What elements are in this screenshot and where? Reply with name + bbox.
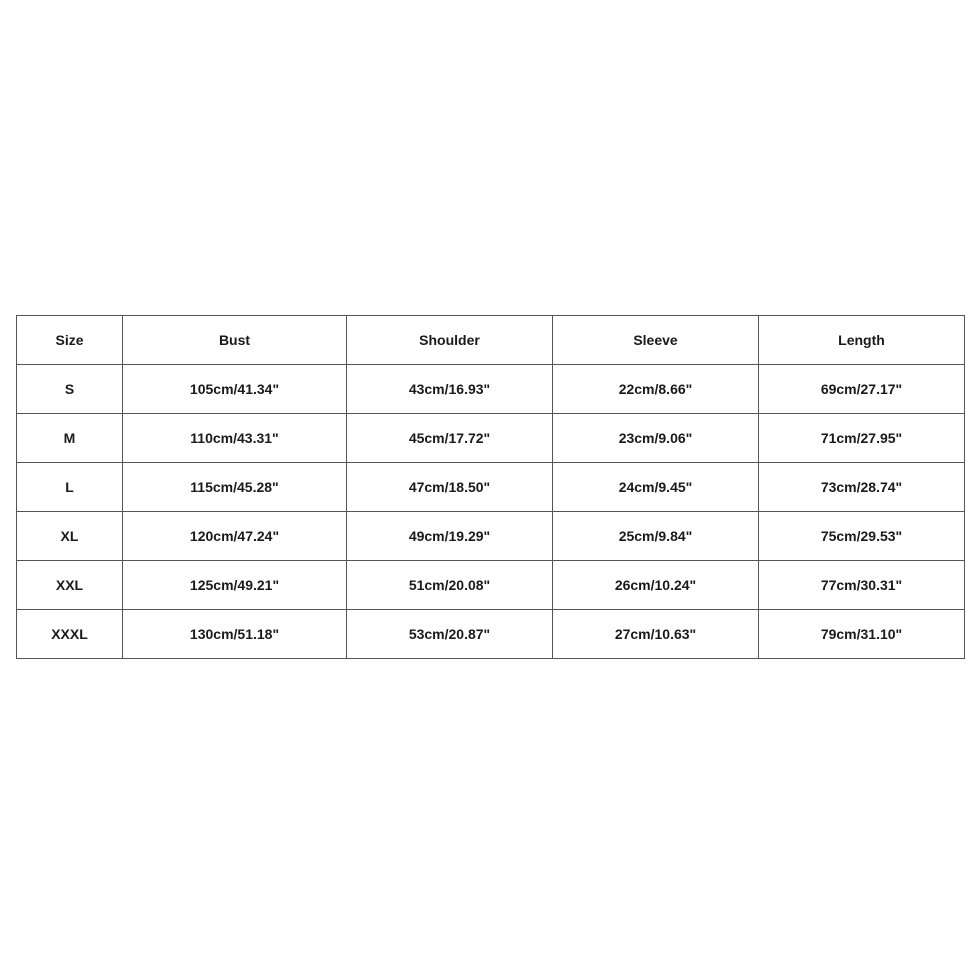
cell-sleeve: 22cm/8.66" [553,365,759,414]
header-sleeve: Sleeve [553,316,759,365]
cell-sleeve: 27cm/10.63" [553,610,759,659]
cell-length: 71cm/27.95" [759,414,965,463]
cell-size: S [17,365,123,414]
size-chart-table [16,315,965,659]
cell-bust: 115cm/45.28" [123,463,347,512]
cell-sleeve: 23cm/9.06" [553,414,759,463]
cell-bust: 125cm/49.21" [123,561,347,610]
cell-shoulder: 51cm/20.08" [347,561,553,610]
table-row [17,365,965,414]
table-row [17,512,965,561]
header-shoulder: Shoulder [347,316,553,365]
table-row [17,561,965,610]
cell-sleeve: 24cm/9.45" [553,463,759,512]
cell-sleeve: 26cm/10.24" [553,561,759,610]
header-row [17,316,965,365]
cell-length: 75cm/29.53" [759,512,965,561]
cell-shoulder: 49cm/19.29" [347,512,553,561]
cell-length: 69cm/27.17" [759,365,965,414]
cell-shoulder: 45cm/17.72" [347,414,553,463]
cell-size: XXL [17,561,123,610]
header-size: Size [17,316,123,365]
cell-length: 73cm/28.74" [759,463,965,512]
cell-shoulder: 47cm/18.50" [347,463,553,512]
table-row [17,463,965,512]
cell-bust: 105cm/41.34" [123,365,347,414]
cell-bust: 120cm/47.24" [123,512,347,561]
header-bust: Bust [123,316,347,365]
cell-size: M [17,414,123,463]
cell-size: XXXL [17,610,123,659]
table-row [17,610,965,659]
cell-length: 77cm/30.31" [759,561,965,610]
cell-bust: 110cm/43.31" [123,414,347,463]
table-row [17,414,965,463]
cell-shoulder: 53cm/20.87" [347,610,553,659]
cell-shoulder: 43cm/16.93" [347,365,553,414]
header-length: Length [759,316,965,365]
cell-bust: 130cm/51.18" [123,610,347,659]
cell-sleeve: 25cm/9.84" [553,512,759,561]
cell-size: L [17,463,123,512]
cell-size: XL [17,512,123,561]
cell-length: 79cm/31.10" [759,610,965,659]
